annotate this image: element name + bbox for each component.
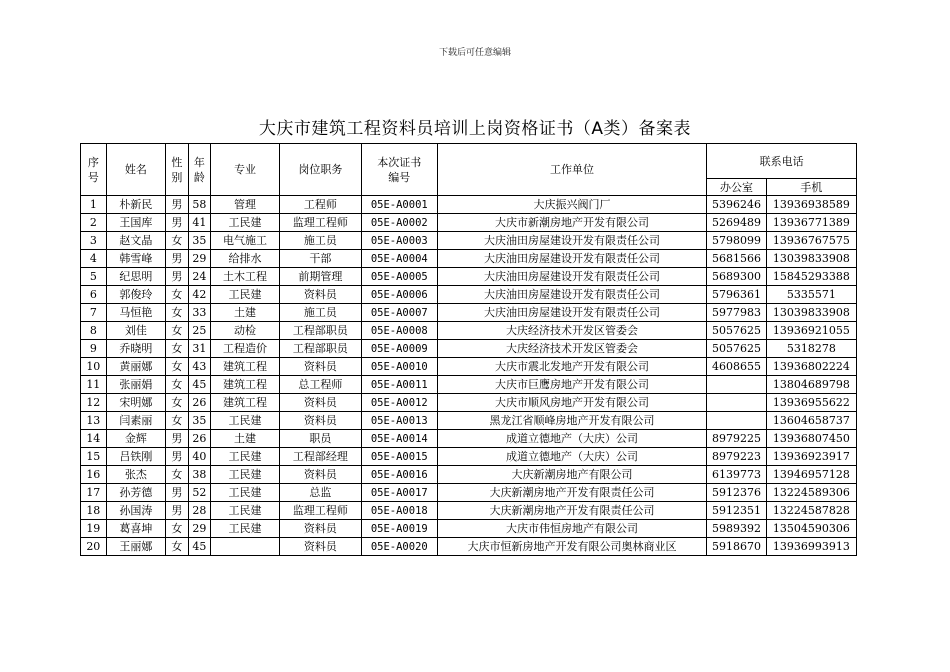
cell-seq: 15 <box>81 448 107 466</box>
cell-unit: 大庆市巨鹰房地产开发有限公司 <box>437 376 707 394</box>
cell-age: 42 <box>188 286 211 304</box>
table-row <box>81 394 857 412</box>
cell-seq: 16 <box>81 466 107 484</box>
cell-unit: 大庆市新潮房地产开发有限公司 <box>437 214 707 232</box>
cell-mobile: 13936767575 <box>766 232 856 250</box>
cell-unit: 大庆油田房屋建设开发有限责任公司 <box>437 268 707 286</box>
document-title: 大庆市建筑工程资料员培训上岗资格证书（A类）备案表 <box>258 119 692 139</box>
cell-unit: 大庆油田房屋建设开发有限责任公司 <box>437 250 707 268</box>
cell-mobile: 13936938589 <box>766 196 856 214</box>
cell-mobile: 5318278 <box>766 340 856 358</box>
cell-office: 5057625 <box>707 322 766 340</box>
cell-gender: 女 <box>166 376 189 394</box>
cell-cert: 05E-A0001 <box>361 196 437 214</box>
cell-mobile: 13936771389 <box>766 214 856 232</box>
cell-age: 33 <box>188 304 211 322</box>
cell-age: 45 <box>188 538 211 556</box>
table-row <box>81 376 857 394</box>
cell-age: 29 <box>188 520 211 538</box>
cell-name: 吕铁刚 <box>106 448 165 466</box>
cell-major: 土建 <box>211 430 280 448</box>
cell-seq: 5 <box>81 268 107 286</box>
cell-office: 6139773 <box>707 466 766 484</box>
table-row <box>81 232 857 250</box>
cell-major: 工民建 <box>211 448 280 466</box>
cell-position: 资料员 <box>279 286 361 304</box>
col-header-office: 办公室 <box>707 179 766 196</box>
cell-unit: 大庆市顺风房地产开发有限公司 <box>437 394 707 412</box>
cell-seq: 8 <box>81 322 107 340</box>
cell-office: 5796361 <box>707 286 766 304</box>
cell-office <box>707 376 766 394</box>
cell-gender: 男 <box>166 214 189 232</box>
cell-cert: 05E-A0003 <box>361 232 437 250</box>
cell-name: 孙芳德 <box>106 484 165 502</box>
cell-major: 土建 <box>211 304 280 322</box>
cell-unit: 大庆新潮房地产开发有限责任公司 <box>437 484 707 502</box>
cell-unit: 大庆油田房屋建设开发有限责任公司 <box>437 232 707 250</box>
cell-unit: 大庆振兴阀门厂 <box>437 196 707 214</box>
cell-age: 41 <box>188 214 211 232</box>
cell-office: 5989392 <box>707 520 766 538</box>
cell-position: 监理工程师 <box>279 214 361 232</box>
table-row <box>81 340 857 358</box>
cell-mobile: 13936923917 <box>766 448 856 466</box>
cell-unit: 大庆新潮房地产有限公司 <box>437 466 707 484</box>
cell-gender: 男 <box>166 196 189 214</box>
table-row <box>81 520 857 538</box>
table-row <box>81 250 857 268</box>
table-row <box>81 358 857 376</box>
cell-seq: 9 <box>81 340 107 358</box>
col-header-gender: 性别 <box>166 144 189 196</box>
table-header <box>81 144 857 196</box>
cell-name: 王国库 <box>106 214 165 232</box>
cell-mobile: 13039833908 <box>766 304 856 322</box>
cell-name: 韩雪峰 <box>106 250 165 268</box>
cell-office: 5681566 <box>707 250 766 268</box>
table-row <box>81 268 857 286</box>
cell-major: 动检 <box>211 322 280 340</box>
cell-seq: 6 <box>81 286 107 304</box>
cell-age: 45 <box>188 376 211 394</box>
table-row <box>81 430 857 448</box>
col-header-position: 岗位职务 <box>279 144 361 196</box>
cell-seq: 17 <box>81 484 107 502</box>
cell-unit: 大庆市震北发地产开发有限公司 <box>437 358 707 376</box>
cell-mobile: 13039833908 <box>766 250 856 268</box>
cell-position: 前期管理 <box>279 268 361 286</box>
cell-office: 5269489 <box>707 214 766 232</box>
cell-cert: 05E-A0009 <box>361 340 437 358</box>
table-row <box>81 502 857 520</box>
cell-major: 给排水 <box>211 250 280 268</box>
table-row <box>81 322 857 340</box>
cell-cert: 05E-A0012 <box>361 394 437 412</box>
cell-office: 8979223 <box>707 448 766 466</box>
cell-unit: 黑龙江省顺峰房地产开发有限公司 <box>437 412 707 430</box>
cell-position: 工程师 <box>279 196 361 214</box>
col-header-unit: 工作单位 <box>437 144 707 196</box>
cell-unit: 大庆新潮房地产开发有限责任公司 <box>437 502 707 520</box>
cell-cert: 05E-A0013 <box>361 412 437 430</box>
cell-mobile: 13946957128 <box>766 466 856 484</box>
cell-unit: 大庆经济技术开发区管委会 <box>437 340 707 358</box>
col-header-name: 姓名 <box>106 144 165 196</box>
cell-mobile: 13224589306 <box>766 484 856 502</box>
cell-position: 总监 <box>279 484 361 502</box>
cell-name: 闫素丽 <box>106 412 165 430</box>
cell-unit: 大庆油田房屋建设开发有限责任公司 <box>437 286 707 304</box>
cell-mobile: 13936993913 <box>766 538 856 556</box>
cell-office: 5912376 <box>707 484 766 502</box>
cell-name: 张杰 <box>106 466 165 484</box>
cell-position: 总工程师 <box>279 376 361 394</box>
cell-seq: 4 <box>81 250 107 268</box>
cell-gender: 女 <box>166 358 189 376</box>
cell-position: 监理工程师 <box>279 502 361 520</box>
cell-gender: 女 <box>166 322 189 340</box>
table-row <box>81 466 857 484</box>
cell-major: 工民建 <box>211 466 280 484</box>
cell-name: 张丽娟 <box>106 376 165 394</box>
cell-cert: 05E-A0020 <box>361 538 437 556</box>
cell-gender: 男 <box>166 268 189 286</box>
cell-office <box>707 394 766 412</box>
cell-major: 工民建 <box>211 286 280 304</box>
cell-unit: 大庆市恒新房地产开发有限公司奥林商业区 <box>437 538 707 556</box>
cell-seq: 1 <box>81 196 107 214</box>
cell-seq: 7 <box>81 304 107 322</box>
table-row <box>81 448 857 466</box>
cell-mobile: 15845293388 <box>766 268 856 286</box>
cell-cert: 05E-A0008 <box>361 322 437 340</box>
cell-unit: 大庆市伟恒房地产有限公司 <box>437 520 707 538</box>
cell-gender: 女 <box>166 412 189 430</box>
cell-position: 资料员 <box>279 466 361 484</box>
cell-gender: 男 <box>166 448 189 466</box>
cell-mobile: 13936955622 <box>766 394 856 412</box>
cell-position: 资料员 <box>279 538 361 556</box>
cell-name: 葛喜坤 <box>106 520 165 538</box>
cell-office: 5912351 <box>707 502 766 520</box>
cell-unit: 成道立德地产（大庆）公司 <box>437 430 707 448</box>
col-header-cert: 本次证书编号 <box>361 144 437 196</box>
cell-name: 王丽娜 <box>106 538 165 556</box>
table-row <box>81 484 857 502</box>
cell-cert: 05E-A0004 <box>361 250 437 268</box>
cell-seq: 3 <box>81 232 107 250</box>
cell-seq: 12 <box>81 394 107 412</box>
cell-name: 纪思明 <box>106 268 165 286</box>
cell-major <box>211 538 280 556</box>
cell-major: 管理 <box>211 196 280 214</box>
cell-office: 5689300 <box>707 268 766 286</box>
cell-cert: 05E-A0015 <box>361 448 437 466</box>
cell-gender: 女 <box>166 232 189 250</box>
cell-mobile: 13604658737 <box>766 412 856 430</box>
cell-name: 乔晓明 <box>106 340 165 358</box>
table-body <box>81 196 857 556</box>
cell-office <box>707 412 766 430</box>
cell-major: 工民建 <box>211 412 280 430</box>
cell-office: 5057625 <box>707 340 766 358</box>
cell-age: 52 <box>188 484 211 502</box>
cell-position: 资料员 <box>279 394 361 412</box>
cell-age: 35 <box>188 412 211 430</box>
cell-age: 35 <box>188 232 211 250</box>
cell-cert: 05E-A0002 <box>361 214 437 232</box>
cell-position: 工程部职员 <box>279 340 361 358</box>
cell-age: 31 <box>188 340 211 358</box>
cell-mobile: 13936802224 <box>766 358 856 376</box>
col-header-mobile: 手机 <box>766 179 856 196</box>
cell-seq: 19 <box>81 520 107 538</box>
cell-office: 8979225 <box>707 430 766 448</box>
cell-age: 24 <box>188 268 211 286</box>
cell-unit: 大庆油田房屋建设开发有限责任公司 <box>437 304 707 322</box>
cell-seq: 11 <box>81 376 107 394</box>
cell-name: 郭俊玲 <box>106 286 165 304</box>
cell-seq: 10 <box>81 358 107 376</box>
cell-mobile: 13224587828 <box>766 502 856 520</box>
cell-position: 施工员 <box>279 304 361 322</box>
cell-cert: 05E-A0019 <box>361 520 437 538</box>
cell-cert: 05E-A0018 <box>361 502 437 520</box>
table-row <box>81 286 857 304</box>
cell-age: 26 <box>188 430 211 448</box>
cell-gender: 男 <box>166 502 189 520</box>
col-header-seq: 序号 <box>81 144 107 196</box>
cell-position: 工程部经理 <box>279 448 361 466</box>
cell-major: 工民建 <box>211 214 280 232</box>
cell-cert: 05E-A0011 <box>361 376 437 394</box>
cell-position: 资料员 <box>279 358 361 376</box>
cell-major: 建筑工程 <box>211 376 280 394</box>
table-row <box>81 214 857 232</box>
cell-gender: 女 <box>166 520 189 538</box>
cell-mobile: 13936807450 <box>766 430 856 448</box>
cell-unit: 成道立德地产（大庆）公司 <box>437 448 707 466</box>
cell-name: 刘佳 <box>106 322 165 340</box>
cell-office: 5977983 <box>707 304 766 322</box>
cell-position: 干部 <box>279 250 361 268</box>
cell-age: 25 <box>188 322 211 340</box>
cell-seq: 13 <box>81 412 107 430</box>
cell-name: 孙国涛 <box>106 502 165 520</box>
cell-major: 建筑工程 <box>211 394 280 412</box>
cell-major: 电气施工 <box>211 232 280 250</box>
cell-gender: 女 <box>166 286 189 304</box>
cell-mobile: 5335571 <box>766 286 856 304</box>
cell-gender: 女 <box>166 394 189 412</box>
cell-cert: 05E-A0016 <box>361 466 437 484</box>
cell-cert: 05E-A0014 <box>361 430 437 448</box>
cell-age: 58 <box>188 196 211 214</box>
cell-seq: 20 <box>81 538 107 556</box>
cell-cert: 05E-A0010 <box>361 358 437 376</box>
cell-name: 马恒艳 <box>106 304 165 322</box>
table-row <box>81 538 857 556</box>
cell-position: 工程部职员 <box>279 322 361 340</box>
cell-age: 40 <box>188 448 211 466</box>
col-header-major: 专业 <box>211 144 280 196</box>
table-row <box>81 412 857 430</box>
col-header-age: 年龄 <box>188 144 211 196</box>
cell-mobile: 13504590306 <box>766 520 856 538</box>
cell-position: 资料员 <box>279 520 361 538</box>
cell-office: 5396246 <box>707 196 766 214</box>
cell-age: 26 <box>188 394 211 412</box>
cell-major: 土木工程 <box>211 268 280 286</box>
cell-major: 工民建 <box>211 484 280 502</box>
cell-cert: 05E-A0017 <box>361 484 437 502</box>
cell-unit: 大庆经济技术开发区管委会 <box>437 322 707 340</box>
table-row <box>81 304 857 322</box>
cell-gender: 女 <box>166 304 189 322</box>
cell-cert: 05E-A0005 <box>361 268 437 286</box>
cell-name: 宋明娜 <box>106 394 165 412</box>
cell-age: 43 <box>188 358 211 376</box>
cell-office: 4608655 <box>707 358 766 376</box>
cell-position: 资料员 <box>279 412 361 430</box>
cell-name: 黄丽娜 <box>106 358 165 376</box>
col-header-contact: 联系电话 <box>707 144 857 179</box>
cell-name: 朴新民 <box>106 196 165 214</box>
cell-office: 5798099 <box>707 232 766 250</box>
cell-gender: 女 <box>166 538 189 556</box>
cell-major: 建筑工程 <box>211 358 280 376</box>
cell-gender: 男 <box>166 430 189 448</box>
cell-gender: 男 <box>166 484 189 502</box>
cell-major: 工民建 <box>211 502 280 520</box>
cell-mobile: 13936921055 <box>766 322 856 340</box>
cell-age: 29 <box>188 250 211 268</box>
cell-age: 38 <box>188 466 211 484</box>
cell-position: 职员 <box>279 430 361 448</box>
cell-gender: 女 <box>166 466 189 484</box>
cell-seq: 2 <box>81 214 107 232</box>
cell-name: 金辉 <box>106 430 165 448</box>
cell-cert: 05E-A0007 <box>361 304 437 322</box>
cell-name: 赵文晶 <box>106 232 165 250</box>
cell-office: 5918670 <box>707 538 766 556</box>
registration-table <box>80 143 857 556</box>
table-row <box>81 196 857 214</box>
cell-cert: 05E-A0006 <box>361 286 437 304</box>
cell-major: 工民建 <box>211 520 280 538</box>
cell-seq: 18 <box>81 502 107 520</box>
cell-gender: 男 <box>166 250 189 268</box>
cell-major: 工程造价 <box>211 340 280 358</box>
cell-mobile: 13804689798 <box>766 376 856 394</box>
header-note: 下载后可任意编辑 <box>438 48 511 58</box>
cell-position: 施工员 <box>279 232 361 250</box>
cell-age: 28 <box>188 502 211 520</box>
cell-seq: 14 <box>81 430 107 448</box>
cell-gender: 女 <box>166 340 189 358</box>
